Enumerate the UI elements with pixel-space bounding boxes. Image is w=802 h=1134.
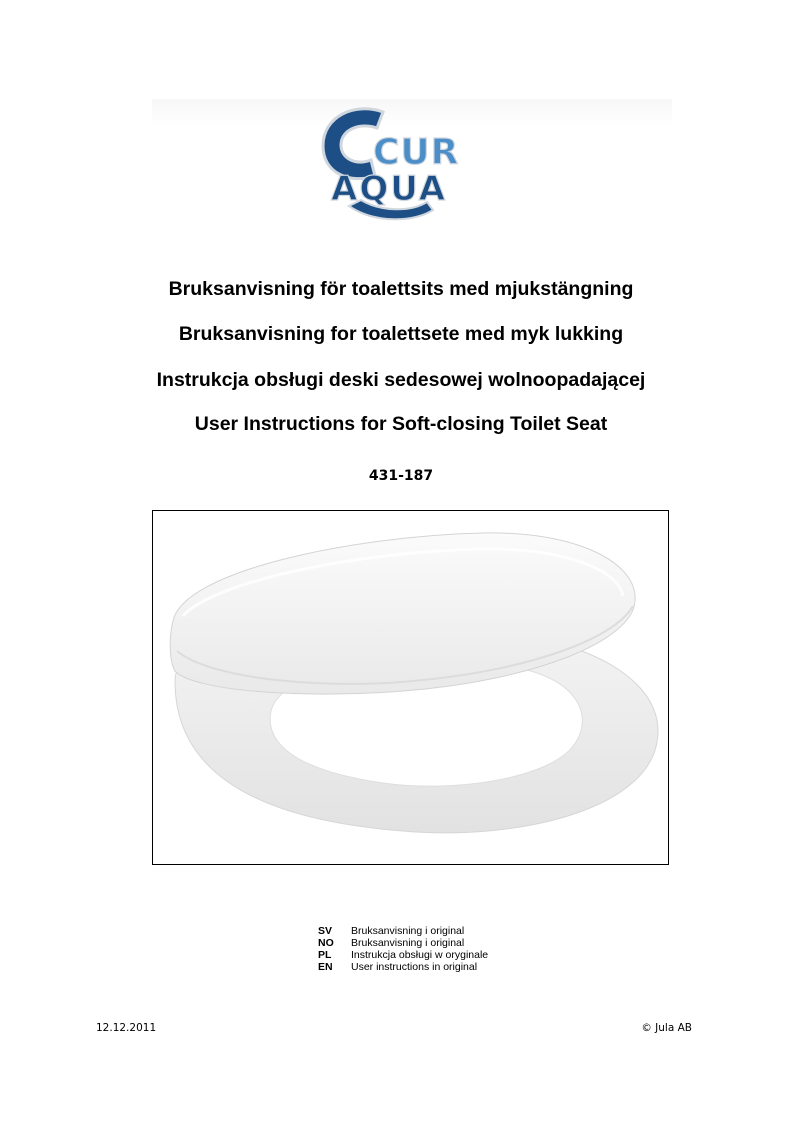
language-code: NO: [318, 937, 334, 949]
model-number: 431-187: [368, 468, 434, 484]
language-code: PL: [318, 949, 332, 961]
language-list: [318, 925, 488, 973]
title-polish: Instrukcja obsługi deski sedesowej wolnoopadającej: [156, 369, 646, 391]
title-norwegian: Bruksanvisning for toalettsete med myk lukking: [178, 323, 624, 345]
footer-date: 12.12.2011: [96, 1022, 157, 1034]
logo-text-bottom: AQUA: [331, 169, 448, 209]
language-row-sv: [318, 925, 488, 937]
logo-text-top: CUR: [373, 132, 460, 173]
language-row-no: [318, 937, 488, 949]
product-photo-frame: [152, 510, 669, 865]
language-label: User instructions in original: [351, 961, 478, 973]
toilet-seat-photo-icon: [153, 511, 668, 864]
language-label: Instrukcja obsługi w oryginale: [351, 949, 489, 961]
language-code: EN: [318, 961, 333, 973]
language-row-en: [318, 961, 488, 973]
curaqua-logo: [315, 98, 505, 228]
language-code: SV: [318, 925, 333, 937]
title-swedish: Bruksanvisning för toalettsits med mjukstängning: [168, 278, 634, 300]
language-label: Bruksanvisning i original: [351, 925, 465, 937]
language-label: Bruksanvisning i original: [351, 937, 465, 949]
footer-copyright: © Jula AB: [641, 1022, 692, 1034]
language-row-pl: [318, 949, 488, 961]
title-english: User Instructions for Soft-closing Toilet Seat: [194, 413, 608, 435]
